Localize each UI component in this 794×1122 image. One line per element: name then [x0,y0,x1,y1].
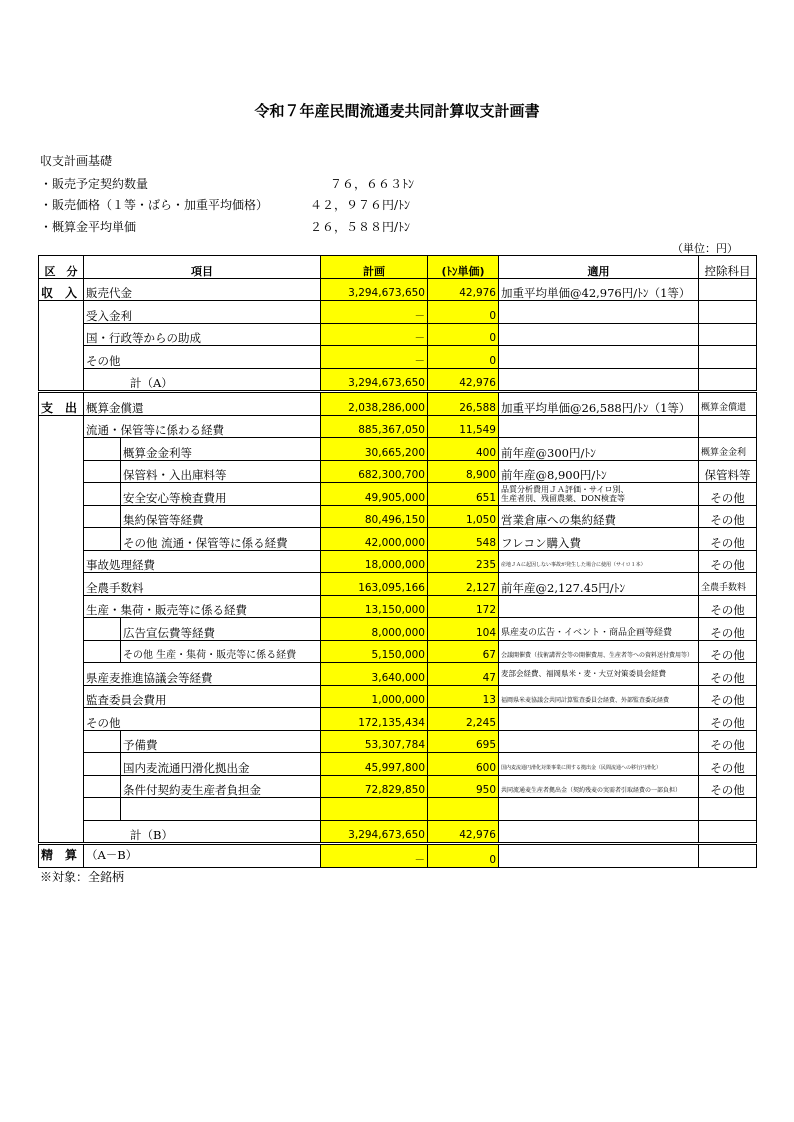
row-per-ton: 695 [428,730,499,753]
table-row [39,618,757,641]
settlement-item: （A－B） [84,844,321,868]
row-plan: 53,307,784 [321,730,428,753]
row-plan: 80,496,150 [321,505,428,528]
row-plan: 885,367,050 [321,415,428,438]
row-per-ton: 600 [428,753,499,776]
row-per-ton: 0 [428,301,499,324]
row-kojo: その他 [699,595,757,618]
row-per-ton: 42,976 [428,278,499,301]
row-item: 受入金利 [84,301,321,324]
row-kojo: その他 [699,550,757,573]
table-row [39,392,757,416]
page-title: 令和７年産民間流通麦共同計算収支計画書 [254,102,540,120]
row-per-ton: 651 [428,483,499,506]
row-per-ton: 67 [428,640,499,663]
table-row [39,528,757,551]
table-row [39,708,757,731]
row-tekiyou [499,483,699,506]
settlement-label: 精 算 [39,844,84,868]
row-tekiyou: 前年産@300円/ﾄﾝ [499,438,699,461]
table-row [39,323,757,346]
table-row-total-b [39,820,757,844]
table-row-total-a [39,368,757,392]
row-tekiyou: 前年産@2,127.45円/ﾄﾝ [499,573,699,596]
row-per-ton: 1,050 [428,505,499,528]
row-item: その他 生産・集荷・販売等に係る経費 [121,640,321,663]
table-row [39,640,757,663]
table-row [39,438,757,461]
row-item: 事故処理経費 [84,550,321,573]
row-item: 販売代金 [84,278,321,301]
row-item: その他 流通・保管等に係る経費 [121,528,321,551]
row-plan: 42,000,000 [321,528,428,551]
basis-label-price: ・販売価格（１等・ばら・加重平均価格） [40,198,269,212]
row-item: その他 [84,346,321,369]
row-tekiyou: 福岡県米麦協議会共同計算監査委員会経費、外部監査委託経費 [499,685,699,708]
row-plan: 13,150,000 [321,595,428,618]
row-kojo: その他 [699,618,757,641]
row-item: 計（B） [84,820,321,844]
row-kojo: 概算金償還 [699,392,757,416]
row-item: 安全安心等検査費用 [121,483,321,506]
table-row [39,663,757,686]
basis-label-advance: ・概算金平均単価 [40,220,137,234]
row-tekiyou: 前年産@8,900円/ﾄﾝ [499,460,699,483]
settlement-plan: － [321,844,428,868]
basis-value-quantity: ７６，６６３ﾄﾝ [330,177,415,191]
row-plan: 2,038,286,000 [321,392,428,416]
row-plan: 18,000,000 [321,550,428,573]
table-row [39,685,757,708]
row-item: 条件付契約麦生産者負担金 [121,775,321,798]
row-per-ton: 26,588 [428,392,499,416]
row-item: 県産麦推進協議会等経費 [84,663,321,686]
row-per-ton: 235 [428,550,499,573]
row-tekiyou: 県産麦の広告・イベント・商品企画等経費 [499,618,699,641]
row-plan: 163,095,166 [321,573,428,596]
row-kojo: その他 [699,483,757,506]
row-plan: 3,294,673,650 [321,278,428,301]
header-item: 項目 [84,256,321,279]
row-per-ton: 548 [428,528,499,551]
row-plan: － [321,301,428,324]
table-row [39,346,757,369]
row-per-ton: 11,549 [428,415,499,438]
header-kojo: 控除科目 [699,256,757,279]
basis-value-price: ４２，９７６円/ﾄﾝ [310,198,411,212]
row-kojo: その他 [699,753,757,776]
row-kojo: 全農手数料 [699,573,757,596]
row-item: 広告宣伝費等経費 [121,618,321,641]
table-row [39,730,757,753]
row-item: 集約保管等経費 [121,505,321,528]
row-per-ton: 950 [428,775,499,798]
row-item: 概算金金利等 [121,438,321,461]
row-per-ton: 0 [428,323,499,346]
row-tekiyou: 営業倉庫への集約経費 [499,505,699,528]
row-tekiyou: 共同流通麦生産者拠出金（契約残麦の実需者引取経費の一部負担） [499,775,699,798]
row-kojo: 保管料等 [699,460,757,483]
row-plan: 1,000,000 [321,685,428,708]
table-row-empty [39,798,757,821]
table-row [39,550,757,573]
row-item: 国内麦流通円滑化拠出金 [121,753,321,776]
row-tekiyou: 加重平均単価@26,588円/ﾄﾝ（1等） [499,392,699,416]
row-item: 概算金償還 [84,392,321,416]
row-plan: 72,829,850 [321,775,428,798]
table-row [39,460,757,483]
income-label: 収 入 [39,278,84,301]
header-kubun: 区 分 [39,256,84,279]
table-row [39,573,757,596]
row-plan: 5,150,000 [321,640,428,663]
row-tekiyou: 産地ＪＡに起因しない事故が発生した場合に使用（サイロ１本） [499,550,699,573]
row-tekiyou: 国内麦流通円滑化対策事業に関する拠出金（民間流通への移行円滑化） [499,753,699,776]
row-kojo: その他 [699,528,757,551]
tekiyou-line-2: 生産者別、残留農薬、DON検査等 [501,493,625,503]
expense-label: 支 出 [39,392,84,416]
row-plan: 45,997,800 [321,753,428,776]
row-per-ton: 2,245 [428,708,499,731]
row-plan: 3,294,673,650 [321,820,428,844]
row-per-ton: 13 [428,685,499,708]
row-kojo: その他 [699,730,757,753]
row-per-ton: 400 [428,438,499,461]
basis-label-quantity: ・販売予定契約数量 [40,177,149,191]
row-tekiyou: 麦部会経費、福岡県米・麦・大豆対策委員会経費 [499,663,699,686]
row-tekiyou: 加重平均単価@42,976円/ﾄﾝ（1等） [499,278,699,301]
row-tekiyou: 会議開催費（技術講習会等の開催費用、生産者等への資料送付費用等） [499,640,699,663]
header-plan: 計画 [321,256,428,279]
row-kojo: その他 [699,685,757,708]
row-plan: － [321,346,428,369]
row-kojo: その他 [699,775,757,798]
row-kojo: その他 [699,663,757,686]
row-per-ton: 104 [428,618,499,641]
row-item: 生産・集荷・販売等に係る経費 [84,595,321,618]
row-plan: 682,300,700 [321,460,428,483]
row-kojo: その他 [699,505,757,528]
row-item: 監査委員会費用 [84,685,321,708]
table-row [39,415,757,438]
table-row [39,483,757,506]
row-item: その他 [84,708,321,731]
row-per-ton: 2,127 [428,573,499,596]
header-per-ton: (ﾄﾝ単価) [428,256,499,279]
row-plan: 49,905,000 [321,483,428,506]
basis-heading: 収支計画基礎 [40,154,113,168]
table-row [39,505,757,528]
table-row [39,753,757,776]
row-per-ton: 47 [428,663,499,686]
table-row [39,775,757,798]
row-item: 予備費 [121,730,321,753]
header-tekiyou: 適用 [499,256,699,279]
row-kojo: その他 [699,640,757,663]
row-per-ton: 42,976 [428,368,499,392]
row-plan: 8,000,000 [321,618,428,641]
row-per-ton: 42,976 [428,820,499,844]
target-note: ※対象：全銘柄 [40,870,125,884]
settlement-row [39,844,757,868]
row-tekiyou: フレコン購入費 [499,528,699,551]
row-item: 国・行政等からの助成 [84,323,321,346]
row-item: 計（A） [84,368,321,392]
header-row [39,256,757,279]
row-item: 全農手数料 [84,573,321,596]
table-row [39,301,757,324]
row-plan: 30,665,200 [321,438,428,461]
row-plan: 3,294,673,650 [321,368,428,392]
row-plan: － [321,323,428,346]
row-plan: 3,640,000 [321,663,428,686]
table-row [39,278,757,301]
row-plan: 172,135,434 [321,708,428,731]
table-row [39,595,757,618]
tekiyou-line-1: 品質分析費用ＪＡ評価・サイロ別、 [501,484,629,494]
basis-value-advance: ２６，５８８円/ﾄﾝ [310,220,411,234]
row-per-ton: 0 [428,346,499,369]
row-item: 保管料・入出庫料等 [121,460,321,483]
row-kojo: その他 [699,708,757,731]
row-per-ton: 8,900 [428,460,499,483]
settlement-per-ton: 0 [428,844,499,868]
row-per-ton: 172 [428,595,499,618]
row-kojo: 概算金金利 [699,438,757,461]
budget-table [38,255,757,868]
row-item: 流通・保管等に係わる経費 [84,415,321,438]
row-kojo [699,278,757,301]
unit-note: （単位：円） [672,242,738,255]
